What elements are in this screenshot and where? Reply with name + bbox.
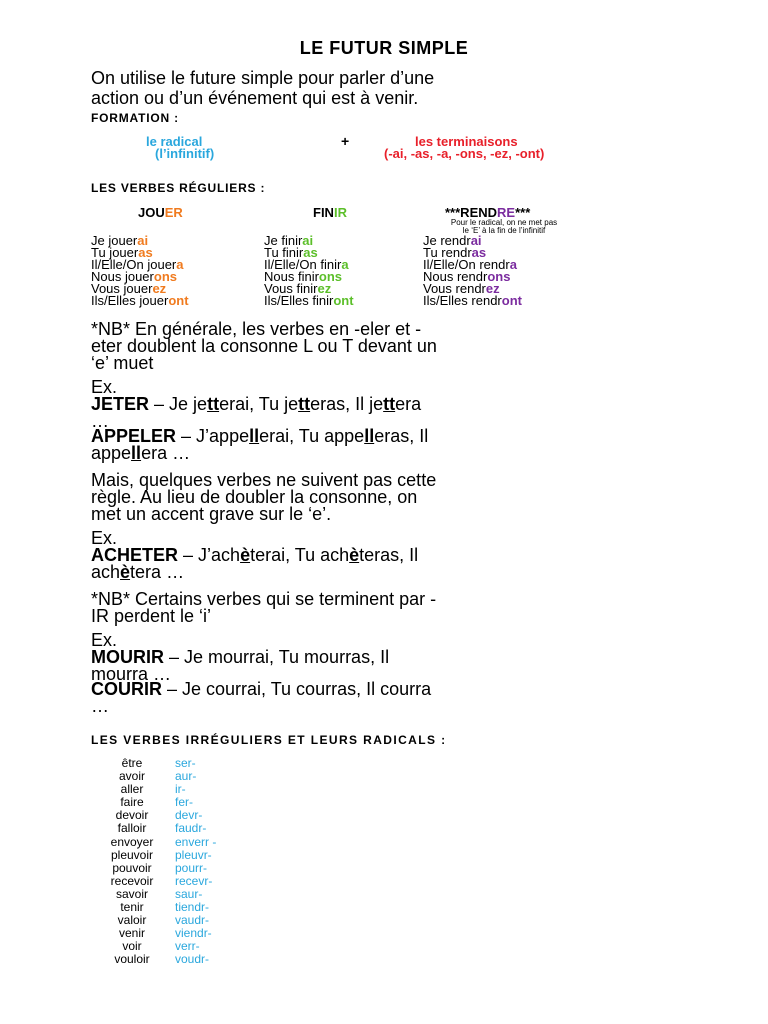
irregular-radical: fer- bbox=[175, 795, 193, 810]
conj-row: Tu joueras bbox=[91, 245, 153, 260]
conj-row: Nous jouerons bbox=[91, 269, 177, 284]
irregular-verb: envoyer bbox=[110, 834, 154, 849]
conj-row: Nous finirons bbox=[264, 269, 343, 284]
irregular-radical: pourr- bbox=[175, 860, 208, 875]
conj-row: Il/Elle/On jouera bbox=[91, 257, 184, 272]
irregular-radical: saur- bbox=[175, 886, 203, 901]
finir-header: FINIR bbox=[313, 205, 347, 220]
irregular-verbs-column bbox=[91, 757, 173, 967]
irregular-radical: vaudr- bbox=[175, 913, 210, 928]
conj-row: Je rendrai bbox=[423, 233, 482, 248]
irregular-radical: devr- bbox=[175, 808, 203, 823]
mourir-example: MOURIR – Je mourrai, Tu mourras, Il bbox=[91, 647, 390, 667]
irregular-verb: tenir bbox=[120, 900, 144, 915]
irregular-radical: faudr- bbox=[175, 821, 207, 836]
irregular-verb: aller bbox=[120, 782, 144, 797]
courir-example-cont: … bbox=[91, 696, 109, 716]
jouer-conjugation bbox=[91, 235, 189, 307]
irregular-verb: être bbox=[121, 756, 143, 770]
conj-row: Vous rendrez bbox=[423, 281, 500, 296]
finir-conjugation bbox=[264, 235, 354, 307]
irregular-verb: venir bbox=[118, 926, 145, 941]
formation-radical-note: (l’infinitif) bbox=[155, 146, 215, 161]
jeter-example-cont: … bbox=[91, 411, 109, 431]
irregular-verb: avoir bbox=[118, 769, 145, 784]
irregular-verb: falloir bbox=[117, 821, 147, 836]
irregular-radical: tiendr- bbox=[175, 900, 210, 915]
conj-row: Il/Elle/On rendra bbox=[423, 257, 517, 272]
irregular-radical: enverr - bbox=[175, 834, 217, 849]
irregular-radicals-column bbox=[175, 757, 216, 967]
nb1-line-3: ‘e’ muet bbox=[91, 353, 154, 373]
formation-radical: le radical bbox=[146, 134, 203, 149]
conj-row: Ils/Elles rendront bbox=[423, 293, 522, 308]
page-title: LE FUTUR SIMPLE bbox=[299, 38, 469, 58]
irregular-radical: viendr- bbox=[175, 926, 212, 941]
irregular-verb: pouvoir bbox=[112, 860, 152, 875]
irregular-radical: ir- bbox=[175, 782, 186, 797]
formation-plus: + bbox=[341, 133, 350, 149]
jouer-header: JOUER bbox=[138, 205, 183, 220]
irregular-verb: pleuvoir bbox=[110, 847, 154, 862]
regular-heading: LES VERBES RÉGULIERS : bbox=[91, 181, 266, 195]
irregular-verb: devoir bbox=[115, 808, 149, 823]
irregular-radical: recevr- bbox=[175, 873, 213, 888]
conj-row: Ils/Elles finiront bbox=[264, 293, 354, 308]
irregular-verb: voir bbox=[122, 939, 142, 954]
irregular-verb: savoir bbox=[115, 886, 148, 901]
conj-row: Ils/Elles joueront bbox=[91, 293, 189, 308]
courir-example: COURIR – Je courrai, Tu courras, Il courra bbox=[91, 679, 432, 699]
example-label-2: Ex. bbox=[91, 528, 118, 548]
jeter-example: JETER – Je jetterai, Tu jetteras, Il jettera bbox=[91, 394, 422, 414]
irregular-radical: verr- bbox=[175, 939, 200, 954]
conj-row: Il/Elle/On finira bbox=[264, 257, 349, 272]
acheter-example: ACHETER – J’achèterai, Tu achèteras, Il bbox=[91, 545, 419, 565]
intro-line-2: action ou d’un événement qui est à venir. bbox=[91, 88, 419, 108]
conj-row: Nous rendrons bbox=[423, 269, 511, 284]
formation-heading: FORMATION : bbox=[91, 111, 179, 125]
intro-line-1: On utilise le future simple pour parler d’une bbox=[91, 68, 435, 88]
conj-row: Vous finirez bbox=[264, 281, 332, 296]
irregular-verb: recevoir bbox=[110, 873, 154, 888]
mourir-example-cont: mourra … bbox=[91, 664, 172, 684]
rendre-note-1: Pour le radical, on ne met pas bbox=[450, 218, 558, 227]
formation-endings-list: (-ai, -as, -a, -ons, -ez, -ont) bbox=[384, 146, 545, 161]
mais-line-1: Mais, quelques verbes ne suivent pas cette bbox=[91, 470, 437, 490]
conj-row: Je finirai bbox=[264, 233, 314, 248]
conj-row: Tu rendras bbox=[423, 245, 487, 260]
example-label-3: Ex. bbox=[91, 630, 118, 650]
irregular-heading: LES VERBES IRRÉGULIERS ET LEURS RADICALS : bbox=[91, 733, 447, 747]
irregular-radical: pleuvr- bbox=[175, 847, 212, 862]
irregular-verb: vouloir bbox=[114, 952, 150, 967]
irregular-verb: faire bbox=[120, 795, 144, 810]
nb2-line-2: IR perdent le ‘i’ bbox=[91, 606, 212, 626]
nb1-line-2: eter doublent la consonne L ou T devant un bbox=[91, 336, 437, 356]
irregular-verb: valoir bbox=[117, 913, 147, 928]
mais-line-2: règle. Au lieu de doubler la consonne, on bbox=[91, 487, 418, 507]
conj-row: Vous jouerez bbox=[91, 281, 167, 296]
nb2-line-1: *NB* Certains verbes qui se terminent par - bbox=[91, 589, 437, 609]
formation-endings: les terminaisons bbox=[415, 134, 518, 149]
conj-row: Je jouerai bbox=[91, 233, 149, 248]
appeler-example-cont: appellera … bbox=[91, 443, 191, 463]
mais-line-3: met un accent grave sur le ‘e’. bbox=[91, 504, 332, 524]
appeler-example: APPELER – J’appellerai, Tu appelleras, Il bbox=[91, 426, 429, 446]
acheter-example-cont: achètera … bbox=[91, 562, 185, 582]
irregular-radical: ser- bbox=[175, 756, 196, 770]
example-label: Ex. bbox=[91, 377, 118, 397]
nb1-line-1: *NB* En générale, les verbes en -eler et - bbox=[91, 319, 422, 339]
rendre-note-2: le ‘E’ à la fin de l’infinitif bbox=[462, 226, 546, 235]
irregular-radical: aur- bbox=[175, 769, 197, 784]
conj-row: Tu finiras bbox=[264, 245, 318, 260]
irregular-radical: voudr- bbox=[175, 952, 210, 967]
rendre-conjugation bbox=[423, 235, 522, 307]
rendre-header: ***RENDRE*** bbox=[445, 205, 531, 220]
